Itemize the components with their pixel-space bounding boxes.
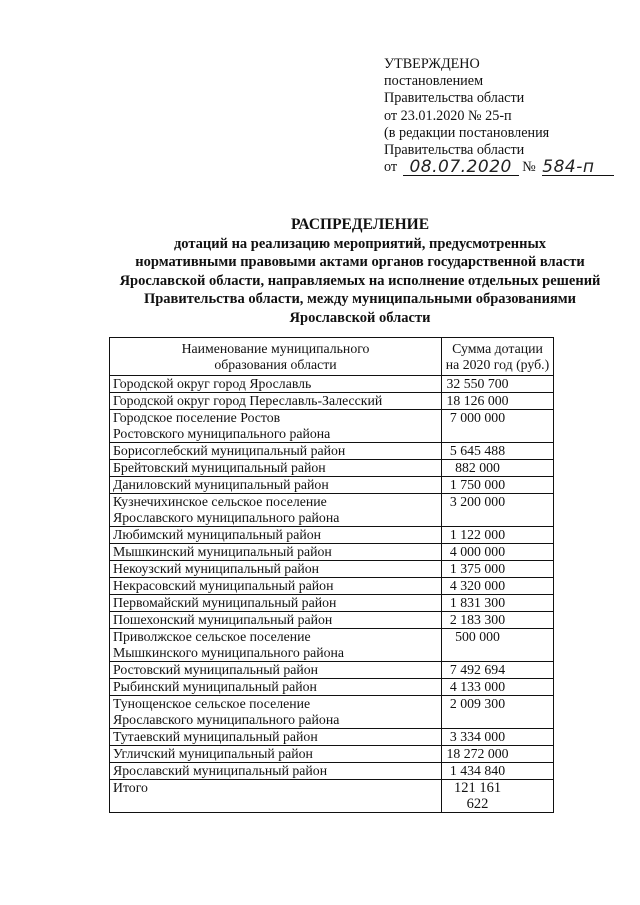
- table-row: [110, 393, 554, 410]
- table-row: [110, 527, 554, 544]
- allocation-table: [109, 337, 554, 813]
- grant-amount: 18 126 000: [442, 393, 554, 410]
- grant-amount: 1 122 000: [442, 527, 554, 544]
- grant-amount: 1 375 000: [442, 561, 554, 578]
- date-prefix: от: [384, 159, 398, 176]
- municipality-name: Первомайский муниципальный район: [110, 595, 442, 612]
- municipality-name: Угличский муниципальный район: [110, 746, 442, 763]
- title-heading: РАСПРЕДЕЛЕНИЕ: [290, 216, 430, 233]
- municipality-name: Приволжское сельское поселение Мышкинского муниципального района: [110, 629, 442, 662]
- grant-amount: 3 334 000: [442, 729, 554, 746]
- table-row: [110, 494, 554, 527]
- grant-amount: 4 000 000: [442, 544, 554, 561]
- document-title: [90, 216, 630, 328]
- approval-block: [384, 56, 614, 176]
- title-line: нормативными правовыми актами органов государственной власти: [135, 254, 585, 271]
- municipality-name: Городской округ город Переславль-Залесский: [110, 393, 442, 410]
- grant-amount: 1 750 000: [442, 477, 554, 494]
- title-line: Ярославской области, направляемых на исполнение отдельных решений: [119, 272, 601, 289]
- municipality-name: Некрасовский муниципальный район: [110, 578, 442, 595]
- table-row: [110, 763, 554, 780]
- municipality-name: Любимский муниципальный район: [110, 527, 442, 544]
- table-total-row: [110, 780, 554, 813]
- title-line: Ярославской области: [289, 309, 431, 326]
- grant-amount: 5 645 488: [442, 443, 554, 460]
- number-prefix: №: [522, 159, 536, 176]
- municipality-name: Тунощенское сельское поселение Ярославского муниципального района: [110, 696, 442, 729]
- title-line: дотаций на реализацию мероприятий, предусмотренных: [173, 235, 547, 252]
- approval-line: Правительства области: [384, 142, 525, 159]
- municipality-name: Даниловский муниципальный район: [110, 477, 442, 494]
- grant-amount: 4 320 000: [442, 578, 554, 595]
- table-row: [110, 443, 554, 460]
- grant-amount: 1 434 840: [442, 763, 554, 780]
- municipality-name: Брейтовский муниципальный район: [110, 460, 442, 477]
- approval-line: постановлением: [384, 73, 484, 90]
- grant-amount: 7 492 694: [442, 662, 554, 679]
- grant-amount: 500 000: [442, 629, 554, 662]
- grant-amount: 7 000 000: [442, 410, 554, 443]
- municipality-name: Ярославский муниципальный район: [110, 763, 442, 780]
- table-row: [110, 544, 554, 561]
- table-row: [110, 746, 554, 763]
- municipality-name: Рыбинский муниципальный район: [110, 679, 442, 696]
- grant-amount: 2 009 300: [442, 696, 554, 729]
- municipality-name: Пошехонский муниципальный район: [110, 612, 442, 629]
- grant-amount: 2 183 300: [442, 612, 554, 629]
- grant-amount: 1 831 300: [442, 595, 554, 612]
- municipality-name: Кузнечихинское сельское поселение Ярославского муниципального района: [110, 494, 442, 527]
- table-row: [110, 578, 554, 595]
- table-row: [110, 460, 554, 477]
- approval-line: Правительства области: [384, 90, 525, 107]
- grant-amount: 4 133 000: [442, 679, 554, 696]
- title-line: Правительства области, между муниципальными образованиями: [143, 291, 577, 308]
- municipality-name: Борисоглебский муниципальный район: [110, 443, 442, 460]
- grant-amount: 18 272 000: [442, 746, 554, 763]
- approval-stamp-heading: УТВЕРЖДЕНО: [384, 56, 480, 72]
- table-row: [110, 696, 554, 729]
- municipality-name: Ростовский муниципальный район: [110, 662, 442, 679]
- grant-amount: 3 200 000: [442, 494, 554, 527]
- header-municipality: Наименование муниципального образования области: [110, 338, 442, 376]
- approval-line: (в редакции постановления: [384, 124, 550, 141]
- municipality-name: Некоузский муниципальный район: [110, 561, 442, 578]
- table-body: [110, 376, 554, 813]
- grant-amount: 121 161 622: [442, 780, 554, 813]
- table-row: [110, 612, 554, 629]
- table-header-row: [110, 338, 554, 376]
- grant-amount: 32 550 700: [442, 376, 554, 393]
- municipality-name: Городское поселение Ростов Ростовского муниципального района: [110, 410, 442, 443]
- municipality-name: Мышкинский муниципальный район: [110, 544, 442, 561]
- table-row: [110, 376, 554, 393]
- handwritten-date: 08.07.2020: [403, 160, 519, 176]
- grant-amount: 882 000: [442, 460, 554, 477]
- table-row: [110, 595, 554, 612]
- municipality-name: Городской округ город Ярославль: [110, 376, 442, 393]
- table-row: [110, 410, 554, 443]
- table-row: [110, 662, 554, 679]
- table-row: [110, 561, 554, 578]
- municipality-name: Тутаевский муниципальный район: [110, 729, 442, 746]
- municipality-name: Итого: [110, 780, 442, 813]
- handwritten-number: 584-п: [542, 160, 614, 176]
- table-row: [110, 629, 554, 662]
- table-row: [110, 679, 554, 696]
- header-amount: Сумма дотации на 2020 год (руб.): [442, 338, 554, 376]
- table-row: [110, 477, 554, 494]
- table-row: [110, 729, 554, 746]
- approval-line: от 23.01.2020 № 25-п: [384, 107, 512, 124]
- approval-amendment-line: [384, 159, 614, 176]
